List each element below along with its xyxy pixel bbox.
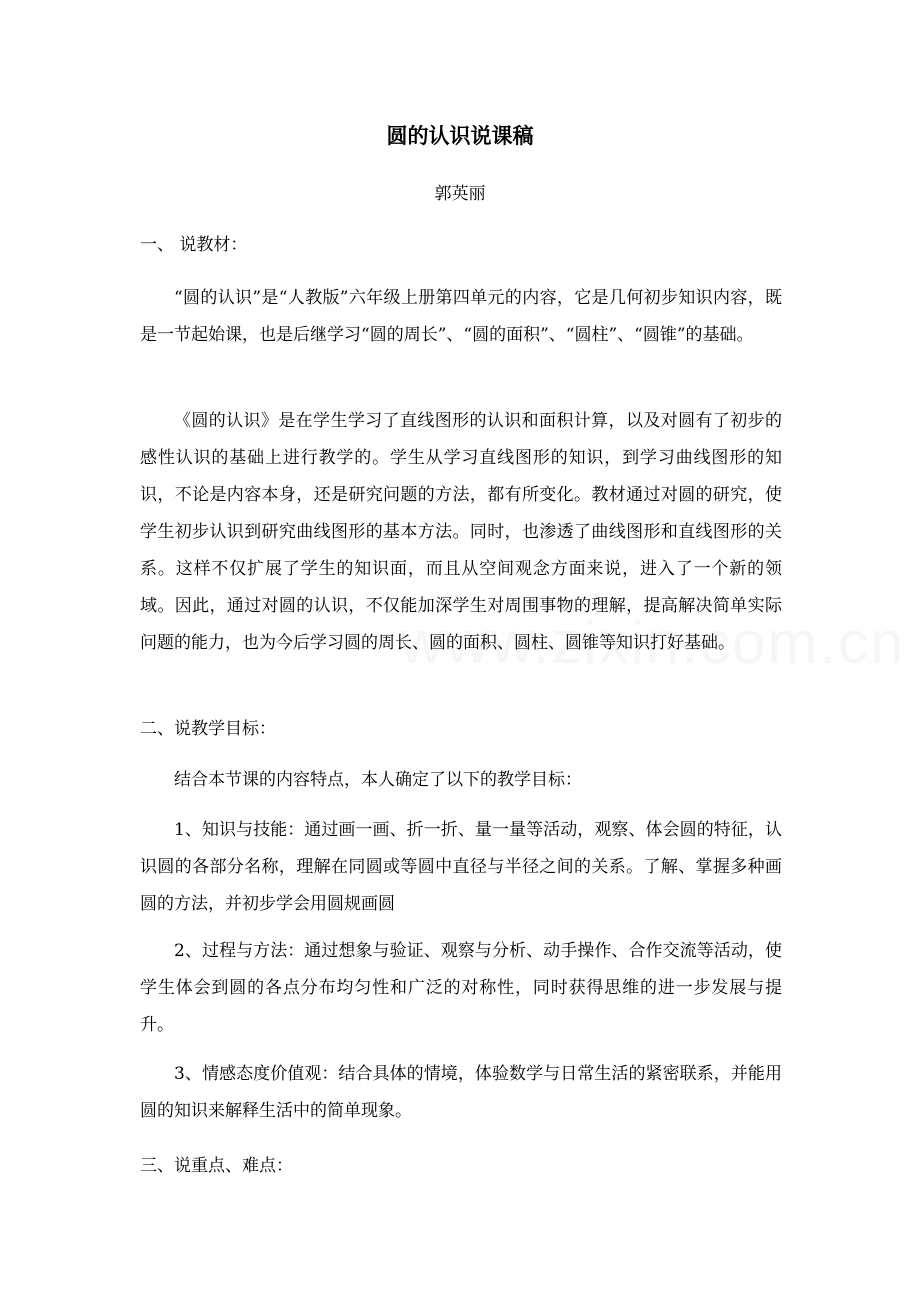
- paragraph-objective-process: 2、过程与方法：通过想象与验证、观察与分析、动手操作、合作交流等活动，使学生体会到圆的各点分布均匀性和广泛的对称性，同时获得思维的进一步发展与提升。: [140, 941, 782, 1035]
- document-author: 郭英丽: [434, 184, 486, 204]
- paragraph-objectives-intro: 结合本节课的内容特点，本人确定了以下的教学目标：: [174, 770, 582, 790]
- paragraph-material-intro: “圆的认识”是“人教版”六年级上册第四单元的内容，它是几何初步知识内容，既是一节起始课，也是后继学习“圆的周长”、“圆的面积”、“圆柱”、“圆锥”的基础。: [140, 288, 782, 345]
- paragraph-material-analysis: 《圆的认识》是在学生学习了直线图形的认识和面积计算，以及对圆有了初步的感性认识的基础上进行教学的。学生从学习直线图形的知识，到学习曲线图形的知识，不论是内容本身，还是研究问题的方法，都有所变化。教材通过对圆的研究，使学生初步认识到研究曲线图形的基本方法。同时，也渗透了曲线图形和直线图形的关系。这样不仅扩展了学生的知识面，而且从空间观念方面来说，进入了一个新的领域。因此，通过对圆的认识，不仅能加深学生对周围事物的理解，提高解决简单实际问题的能力，也为今后学习圆的周长、圆的面积、圆柱、圆锥等知识打好基础。: [140, 411, 782, 653]
- document-title: 圆的认识说课稿: [386, 124, 534, 148]
- section-heading-objectives: 二、说教学目标：: [140, 719, 276, 739]
- paragraph-objective-knowledge: 1、知识与技能：通过画一画、折一折、量一量等活动，观察、体会圆的特征，认识圆的各部分名称，理解在同圆或等圆中直径与半径之间的关系。了解、掌握多种画圆的方法，并初步学会用圆规画圆: [140, 820, 782, 914]
- section-heading-key-points: 三、说重点、难点：: [140, 1156, 293, 1176]
- paragraph-objective-attitude: 3、情感态度价值观：结合具体的情境，体验数学与日常生活的紧密联系，并能用圆的知识来解释生活中的简单现象。: [140, 1064, 782, 1121]
- section-heading-teaching-material: 一、 说教材：: [140, 235, 248, 255]
